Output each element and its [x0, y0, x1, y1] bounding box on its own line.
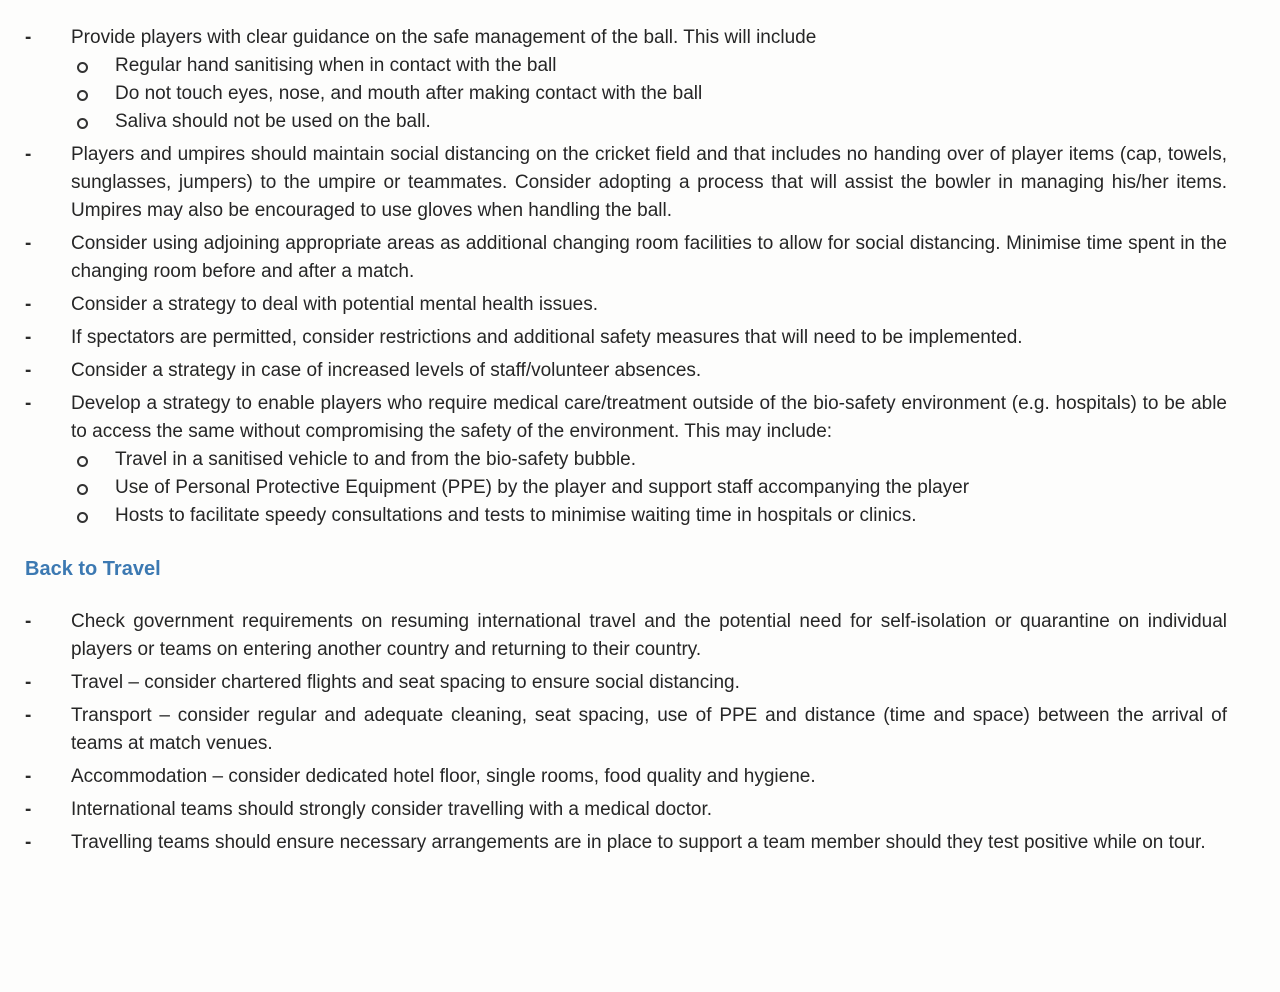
sub-bullet-text: Regular hand sanitising when in contact with the ball: [115, 55, 557, 76]
bullet-item: [25, 230, 1227, 286]
dash-bullet-marker: -: [25, 672, 32, 693]
bullet-body: [71, 829, 1227, 857]
bullet-text: Provide players with clear guidance on the safe management of the ball. This will include: [71, 27, 817, 48]
bullet-body: [71, 141, 1227, 225]
bullet-item: [25, 324, 1227, 352]
sub-bullet-item: [71, 80, 1227, 108]
sub-bullet-item: [71, 52, 1227, 80]
circle-bullet-marker: [71, 52, 115, 80]
dash-bullet-marker: -: [25, 327, 32, 348]
circle-bullet-marker: [71, 80, 115, 108]
circle-icon: [77, 512, 88, 523]
dash-bullet-marker: -: [25, 393, 32, 414]
bullet-body: [71, 702, 1227, 758]
bullet-text: Travelling teams should ensure necessary arrangements are in place to support a team member should they test positive while on tour.: [71, 832, 1206, 853]
bullet-item: [25, 24, 1227, 136]
bullet-text: Consider using adjoining appropriate areas as additional changing room facilities to allow for social distancing. Minimise time spent in the changing room before and after a match.: [71, 233, 1227, 282]
bullet-text: Travel – consider chartered flights and seat spacing to ensure social distancing.: [71, 672, 740, 693]
bullet-text: Develop a strategy to enable players who require medical care/treatment outside of the bio-safety environment (e.g. hospitals) to be able to access the same without compromising the safety of the environment. This may include:: [71, 393, 1227, 442]
dash-bullet-marker: -: [25, 27, 32, 48]
sub-bullet-text: Saliva should not be used on the ball.: [115, 111, 431, 132]
sub-bullet-item: [71, 502, 1227, 530]
document-content: [25, 24, 1227, 857]
bullet-body: [71, 763, 1227, 791]
bullet-body: [71, 291, 1227, 319]
bullet-text: If spectators are permitted, consider restrictions and additional safety measures that will need to be implemented.: [71, 327, 1023, 348]
bullet-text: Players and umpires should maintain social distancing on the cricket field and that includes no handing over of player items (cap, towels, sunglasses, jumpers) to the umpire or teammates. Consider adopting a process that will assist the bowler in managing his/her items. Umpires may also be encouraged to use gloves when handling the ball.: [71, 144, 1227, 221]
bullet-item: [25, 763, 1227, 791]
dash-bullet-marker: -: [25, 611, 32, 632]
bullet-text: Consider a strategy in case of increased levels of staff/volunteer absences.: [71, 360, 702, 381]
bullet-body: [71, 608, 1227, 664]
circle-icon: [77, 456, 88, 467]
dash-bullet-marker: -: [25, 832, 32, 853]
bullet-text: Transport – consider regular and adequate cleaning, seat spacing, use of PPE and distance (time and space) between the arrival of teams at match venues.: [71, 705, 1227, 754]
bullet-body: [71, 324, 1227, 352]
circle-icon: [77, 118, 88, 129]
sub-bullet-text: Travel in a sanitised vehicle to and from the bio-safety bubble.: [115, 449, 637, 470]
bullet-item: [25, 702, 1227, 758]
dash-bullet-marker: -: [25, 360, 32, 381]
dash-bullet-marker: -: [25, 705, 32, 726]
bullet-body: [71, 24, 1227, 136]
back-to-travel-link[interactable]: Back to Travel: [25, 558, 161, 580]
bullet-item: [25, 141, 1227, 225]
bullet-text: Check government requirements on resuming international travel and the potential need for self-isolation or quarantine on individual players or teams on entering another country and returning to their country.: [71, 611, 1227, 660]
bullet-text: Consider a strategy to deal with potential mental health issues.: [71, 294, 599, 315]
circle-icon: [77, 484, 88, 495]
bullet-body: [71, 669, 1227, 697]
dash-bullet-marker: -: [25, 144, 32, 165]
sub-bullet-text: Hosts to facilitate speedy consultations and tests to minimise waiting time in hospitals or clinics.: [115, 505, 917, 526]
bullet-item: [25, 796, 1227, 824]
sub-bullet-text: Use of Personal Protective Equipment (PPE) by the player and support staff accompanying the player: [115, 477, 970, 498]
circle-bullet-marker: [71, 108, 115, 136]
circle-bullet-marker: [71, 502, 115, 530]
dash-bullet-marker: -: [25, 233, 32, 254]
bullet-text: Accommodation – consider dedicated hotel floor, single rooms, food quality and hygiene.: [71, 766, 816, 787]
sub-bullet-item: [71, 446, 1227, 474]
circle-bullet-marker: [71, 474, 115, 502]
circle-icon: [77, 62, 88, 73]
bullet-text: International teams should strongly consider travelling with a medical doctor.: [71, 799, 713, 820]
bullet-item: [25, 608, 1227, 664]
dash-bullet-marker: -: [25, 799, 32, 820]
bullet-body: [71, 796, 1227, 824]
bullet-item: [25, 390, 1227, 530]
bullet-item: [25, 291, 1227, 319]
bullet-item: [25, 357, 1227, 385]
sub-bullet-text: Do not touch eyes, nose, and mouth after making contact with the ball: [115, 83, 703, 104]
bullet-body: [71, 390, 1227, 530]
sub-bullet-item: [71, 474, 1227, 502]
bullet-item: [25, 669, 1227, 697]
circle-icon: [77, 90, 88, 101]
bullet-body: [71, 357, 1227, 385]
circle-bullet-marker: [71, 446, 115, 474]
sub-bullet-item: [71, 108, 1227, 136]
dash-bullet-marker: -: [25, 766, 32, 787]
bullet-body: [71, 230, 1227, 286]
dash-bullet-marker: -: [25, 294, 32, 315]
bullet-item: [25, 829, 1227, 857]
